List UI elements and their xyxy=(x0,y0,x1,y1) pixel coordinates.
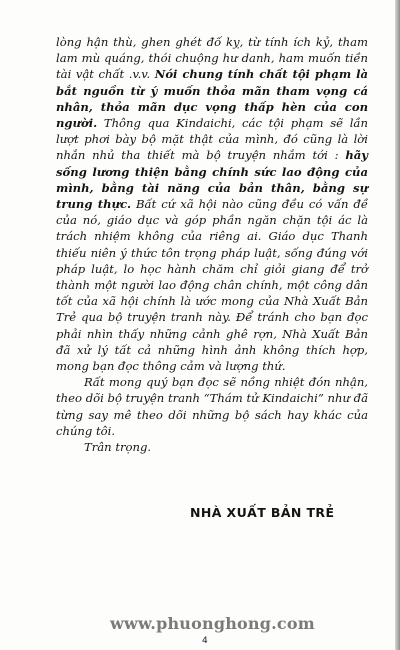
body-text xyxy=(56,34,368,455)
paragraph-main xyxy=(56,34,368,374)
para2-text: Rất mong quý bạn đọc sẽ nồng nhiệt đón nhận, theo dõi bộ truyện tranh “Thám tử Kindaichi” như đã từng say mê theo dõi những bộ sách hay khác của chúng tôi. xyxy=(56,375,368,438)
page-number: 4 xyxy=(202,636,208,646)
publisher-signature: NHÀ XUẤT BẢN TRẺ xyxy=(190,505,335,520)
para1-sentence-3: Thông qua Kindaichi, các tội phạm sẽ lần lượt phơi bày bộ mặt thật của mình, đó cũng là lời nhắn nhủ tha thiết mà bộ truyện nhắm tới : xyxy=(56,116,368,163)
paragraph-invitation xyxy=(56,374,368,439)
closing-text: Trân trọng. xyxy=(84,440,152,455)
para1-bold-crime-origin: Nói chung tính chất tội phạm là bắt nguồn từ ý muốn thỏa mãn tham vọng cá nhân, thỏa mãn dục vọng thấp hèn của con người. xyxy=(56,67,368,131)
paragraph-closing xyxy=(56,439,368,455)
para1-sentence-1: lòng hận thù, ghen ghét đố kỵ, từ tính ích kỷ, tham lam mù quáng, thói chuộng hư danh, ham muốn tiền tài vật chất .v.v. xyxy=(56,35,368,82)
para1-sentence-5: Bất cứ xã hội nào cũng đều có vấn đề của nó, giáo dục và góp phần ngăn chặn tội ác là trách nhiệm không của riêng ai. Giáo dục Thanh thiếu niên ý thức tôn trọng pháp luật, sống đúng với pháp luật, lo học hành chăm chỉ giỏi giang để trở thành một người lao động chân chính, một công dân tốt của xã hội chính là ước mong của Nhà Xuất Bản Trẻ qua bộ truyện tranh này. Để tránh cho bạn đọc phải nhìn thấy những cảnh ghê rợn, Nhà Xuất Bản đã xử lý tất cả những hình ảnh không thích hợp, mong bạn đọc thông cảm và lượng thứ. xyxy=(56,197,368,374)
site-watermark: www.phuonghong.com xyxy=(110,614,315,633)
para1-bold-message: hãy sống lương thiện bằng chính sức lao động của mình, bằng tài năng của bản thân, bằng sự trung thực. xyxy=(56,148,368,212)
page-edge-shadow xyxy=(395,0,400,650)
